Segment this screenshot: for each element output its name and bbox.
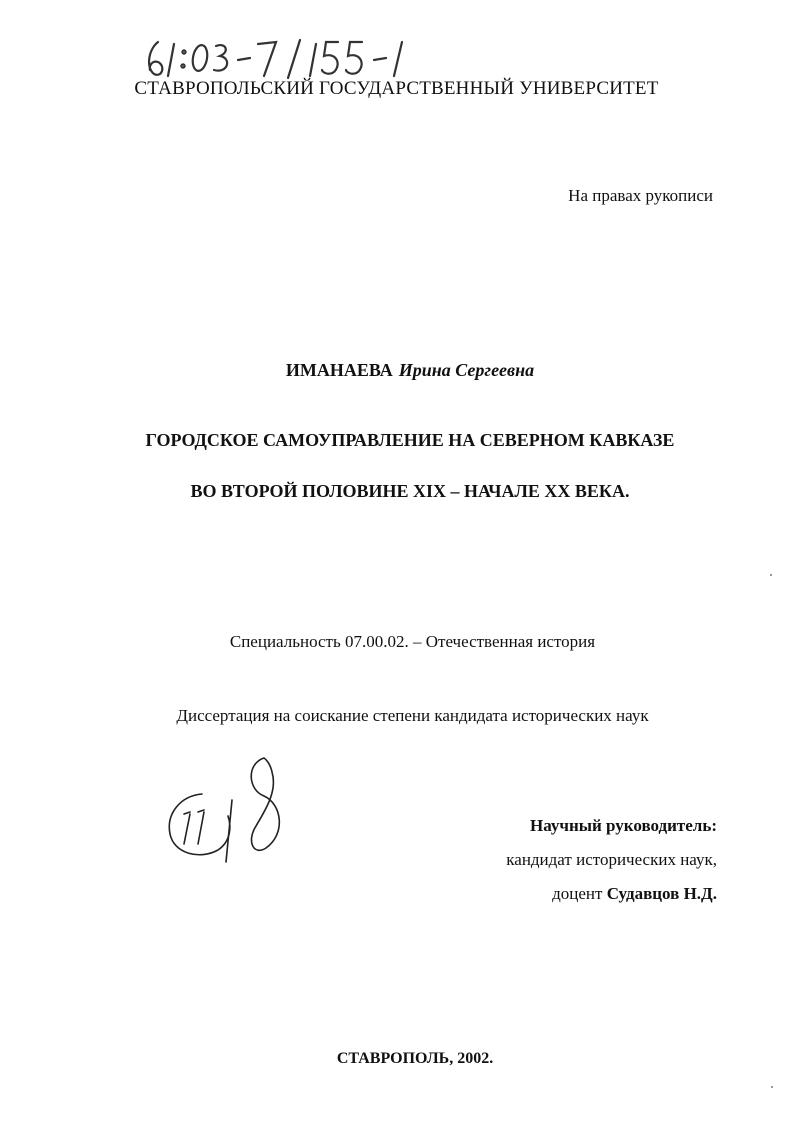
supervisor-rank-line [506, 877, 717, 911]
city-year: СТАВРОПОЛЬ, 2002. [336, 1050, 494, 1067]
dissertation-line: Диссертация на соискание степени кандидата исторических наук [176, 706, 649, 725]
author-given-names: Ирина Сергеевна [398, 360, 535, 380]
specialty-line: Специальность 07.00.02. – Отечественная история [229, 632, 596, 651]
author-surname: ИМАНАЕВА [285, 360, 393, 380]
thesis-title-line-2: ВО ВТОРОЙ ПОЛОВИНЕ XIX – НАЧАЛЕ XX ВЕКА. [190, 481, 630, 501]
university-name: СТАВРОПОЛЬСКИЙ ГОСУДАРСТВЕННЫЙ УНИВЕРСИТЕТ [134, 78, 659, 99]
supervisor-degree: кандидат исторических наук, [506, 850, 717, 869]
signature-drawing [160, 752, 295, 867]
archive-number-text [140, 36, 382, 76]
scan-speck [771, 1086, 773, 1088]
archive-handwritten-number [140, 36, 440, 80]
supervisor-heading: Научный руководитель: [530, 816, 717, 835]
supervisor-name: Судавцов Н.Д. [606, 884, 717, 903]
scan-speck [770, 574, 772, 576]
handwritten-signature [160, 752, 295, 867]
author-name [0, 360, 793, 381]
supervisor-rank: доцент [552, 884, 603, 903]
thesis-title-line-1: ГОРОДСКОЕ САМОУПРАВЛЕНИЕ НА СЕВЕРНОМ КАВКАЗЕ [145, 430, 675, 450]
manuscript-note: На правах рукописи [568, 186, 713, 205]
supervisor-block [506, 809, 717, 911]
